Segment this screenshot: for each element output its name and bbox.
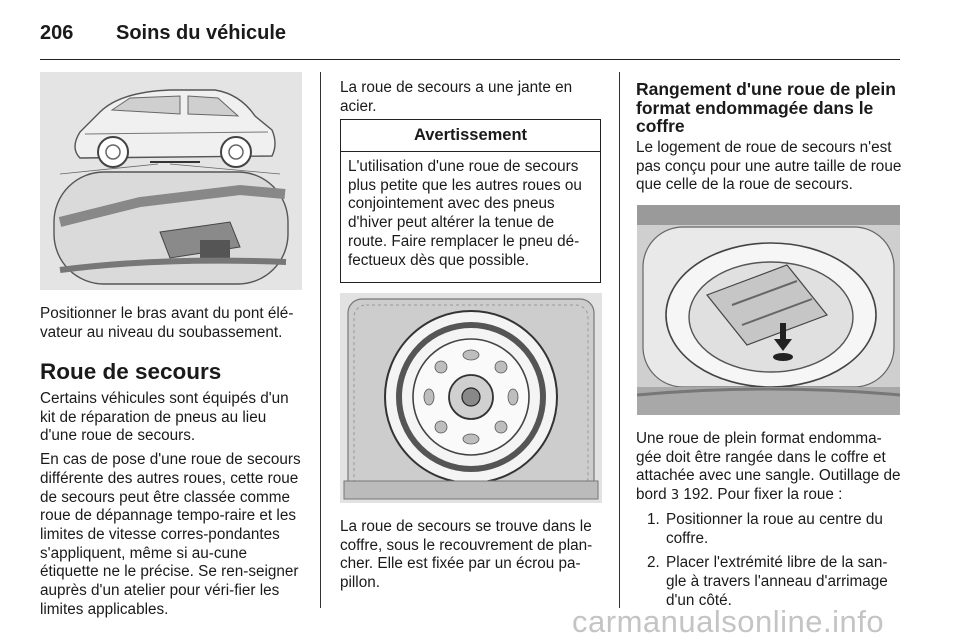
strap-illustration bbox=[637, 205, 900, 415]
page-number: 206 bbox=[40, 21, 74, 44]
warning-title: Avertissement bbox=[341, 120, 600, 152]
warning-box bbox=[340, 119, 601, 283]
paragraph: Certains véhicules sont équipés d'un kit de réparation de pneus au lieu d'une roue de secours. bbox=[40, 390, 289, 445]
warning-body: L'utilisation d'une roue de secours plus petite que les autres roues ou conjointement avec des pneus d'hiver peut altérer la tenue de route. Faire remplacer le pneu dé-fectueux dès que possible. bbox=[348, 158, 582, 269]
rim-text: La roue de secours a une jante en acier. bbox=[340, 79, 573, 115]
column-divider bbox=[619, 72, 620, 608]
watermark: carmanualsonline.info bbox=[572, 604, 885, 639]
wheel-well-text: Le logement de roue de secours n'est pas conçu pour une autre taille de roue que celle de la roue de secours. bbox=[636, 139, 902, 194]
column-divider bbox=[320, 72, 321, 608]
lift-caption: Positionner le bras avant du pont élé-vateur au niveau du soubassement. bbox=[40, 305, 294, 341]
fix-wheel-instructions bbox=[636, 430, 904, 616]
page-title: Soins du véhicule bbox=[116, 21, 287, 44]
paragraph: En cas de pose d'une roue de secours différente des autres roues, cette roue de secours peut être classée comme roue de dépannage tempo-raire et les limites de vitesse corres-pondantes s'appliquent, même si au-cune étiquette ne le précise. Se ren-seigner auprès d'un atelier pour véri-fier les limites applicables. bbox=[40, 451, 301, 618]
page-header bbox=[40, 18, 286, 48]
steps-list bbox=[636, 511, 904, 611]
spare-wheel-location-text: La roue de secours se trouve dans le coffre, sous le recouvrement de plan-cher. Elle est fixée par un écrou pa-pillon. bbox=[340, 518, 593, 592]
spare-wheel-illustration bbox=[340, 293, 602, 503]
section-heading-spare-wheel: Roue de secours bbox=[40, 359, 222, 384]
list-item: 1. Positionner la roue au centre du coffre. bbox=[647, 510, 883, 547]
paragraph: Une roue de plein format endomma-gée doit être rangée dans le coffre et attachée avec une sangle. Outillage de bord 3 192. Pour fixer la roue : bbox=[636, 430, 901, 504]
header-rule bbox=[40, 59, 900, 60]
list-item: 2. Placer l'extrémité libre de la san-gle à travers l'anneau d'arrimage d'un côté. bbox=[647, 554, 888, 609]
lift-point-illustration bbox=[40, 72, 302, 290]
spare-wheel-text bbox=[40, 390, 305, 624]
section-heading-full-size-wheel: Rangement d'une roue de plein format endommagée dans le coffre bbox=[636, 79, 896, 137]
page-reference-icon: 3 bbox=[670, 488, 680, 504]
